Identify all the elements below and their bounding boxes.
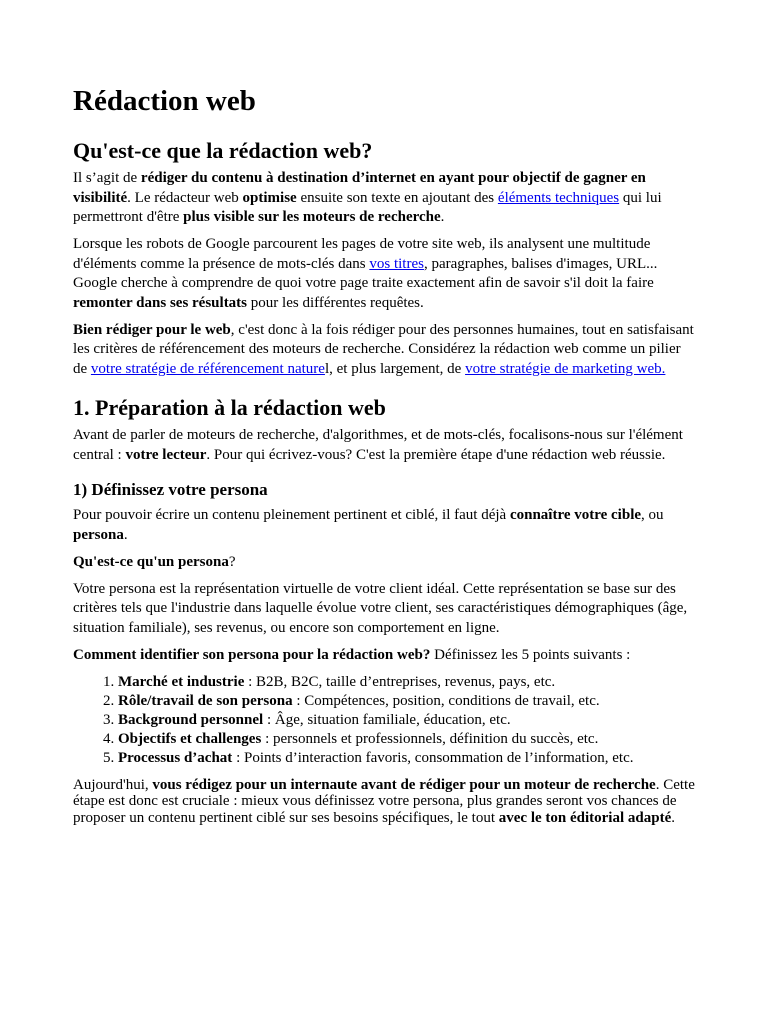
section-heading-what-is: Qu'est-ce que la rédaction web? — [73, 138, 373, 163]
persona-identify-paragraph: Comment identifier son persona pour la rédaction web? Définissez les 5 points suivants : — [73, 646, 631, 663]
bien-rediger-paragraph: Bien rédiger pour le web, c'est donc à la fois rédiger pour des personnes humaines, tout en satisfaisant les critères de référencement des moteurs de recherche. Considérez la rédaction web comme un pilier de votre stratégie de référencement naturel, et plus largement, de votre stratégie de marketing web. — [73, 321, 694, 377]
link-strategie-referencement[interactable]: votre stratégie de référencement nature — [90, 360, 325, 377]
link-elements-techniques[interactable]: éléments techniques — [497, 189, 620, 206]
persona-intro-paragraph: Pour pouvoir écrire un contenu pleinement pertinent et ciblé, il faut déjà connaître votre cible, ou persona. — [73, 507, 664, 543]
page-title: Rédaction web — [73, 85, 256, 117]
preparation-intro-paragraph: Avant de parler de moteurs de recherche, d'algorithmes, et de mots-clés, focalisons-nous sur l'élément central : votre lecteur. Pour qui écrivez-vous? C'est la première étape d'une rédaction web réussie. — [73, 427, 683, 463]
persona-question: Qu'est-ce qu'un persona? — [73, 553, 236, 570]
link-vos-titres[interactable]: vos titres — [369, 255, 424, 272]
subsection-heading-persona: 1) Définissez votre persona — [73, 480, 268, 499]
list-item: 2. Rôle/travail de son persona : Compétences, position, conditions de travail, etc. — [118, 692, 695, 711]
list-item: 1. Marché et industrie : B2B, B2C, taille d’entreprises, revenus, pays, etc. — [118, 673, 695, 692]
persona-points-list — [73, 673, 695, 768]
intro-paragraph: Il s’agit de rédiger du contenu à destination d’internet en ayant pour objectif de gagner en visibilité. Le rédacteur web optimise ensuite son texte en ajoutant des éléments techniques qui lui permettront d'être plus visible sur les moteurs de recherche. — [73, 170, 662, 225]
list-item: 3. Background personnel : Âge, situation familiale, éducation, etc. — [118, 711, 695, 730]
robots-paragraph: Lorsque les robots de Google parcourent les pages de votre site web, ils analysent une multitude d'éléments comme la présence de mots-clés dans vos titres, paragraphes, balises d'images, URL... Google cherche à comprendre de quoi votre page traite exactement afin de savoir s'il doit la faire remonter dans ses résultats pour les différentes requêtes. — [73, 236, 658, 311]
list-item: 5. Processus d’achat : Points d’interaction favoris, consommation de l’information, etc. — [118, 749, 695, 768]
persona-definition-paragraph: Votre persona est la représentation virtuelle de votre client idéal. Cette représentation se base sur des critères tels que l'industrie dans laquelle évolue votre client, ses caractéristiques démographiques (âge, situation familiale), ses revenus, ou encore son comportement en ligne. — [73, 580, 688, 636]
list-item: 4. Objectifs et challenges : personnels et professionnels, définition du succès, etc. — [118, 730, 695, 749]
conclusion-paragraph: Aujourd'hui, vous rédigez pour un internaute avant de rédiger pour un moteur de recherche. Cette étape est donc est cruciale : mieux vous définissez votre persona, plus grandes seront vos chances de proposer un contenu pertinent ciblé sur ses besoins spécifiques, le tout avec le ton éditorial adapté. — [73, 776, 695, 826]
section-heading-preparation: 1. Préparation à la rédaction web — [73, 395, 386, 420]
link-strategie-marketing[interactable]: votre stratégie de marketing web. — [465, 360, 666, 377]
